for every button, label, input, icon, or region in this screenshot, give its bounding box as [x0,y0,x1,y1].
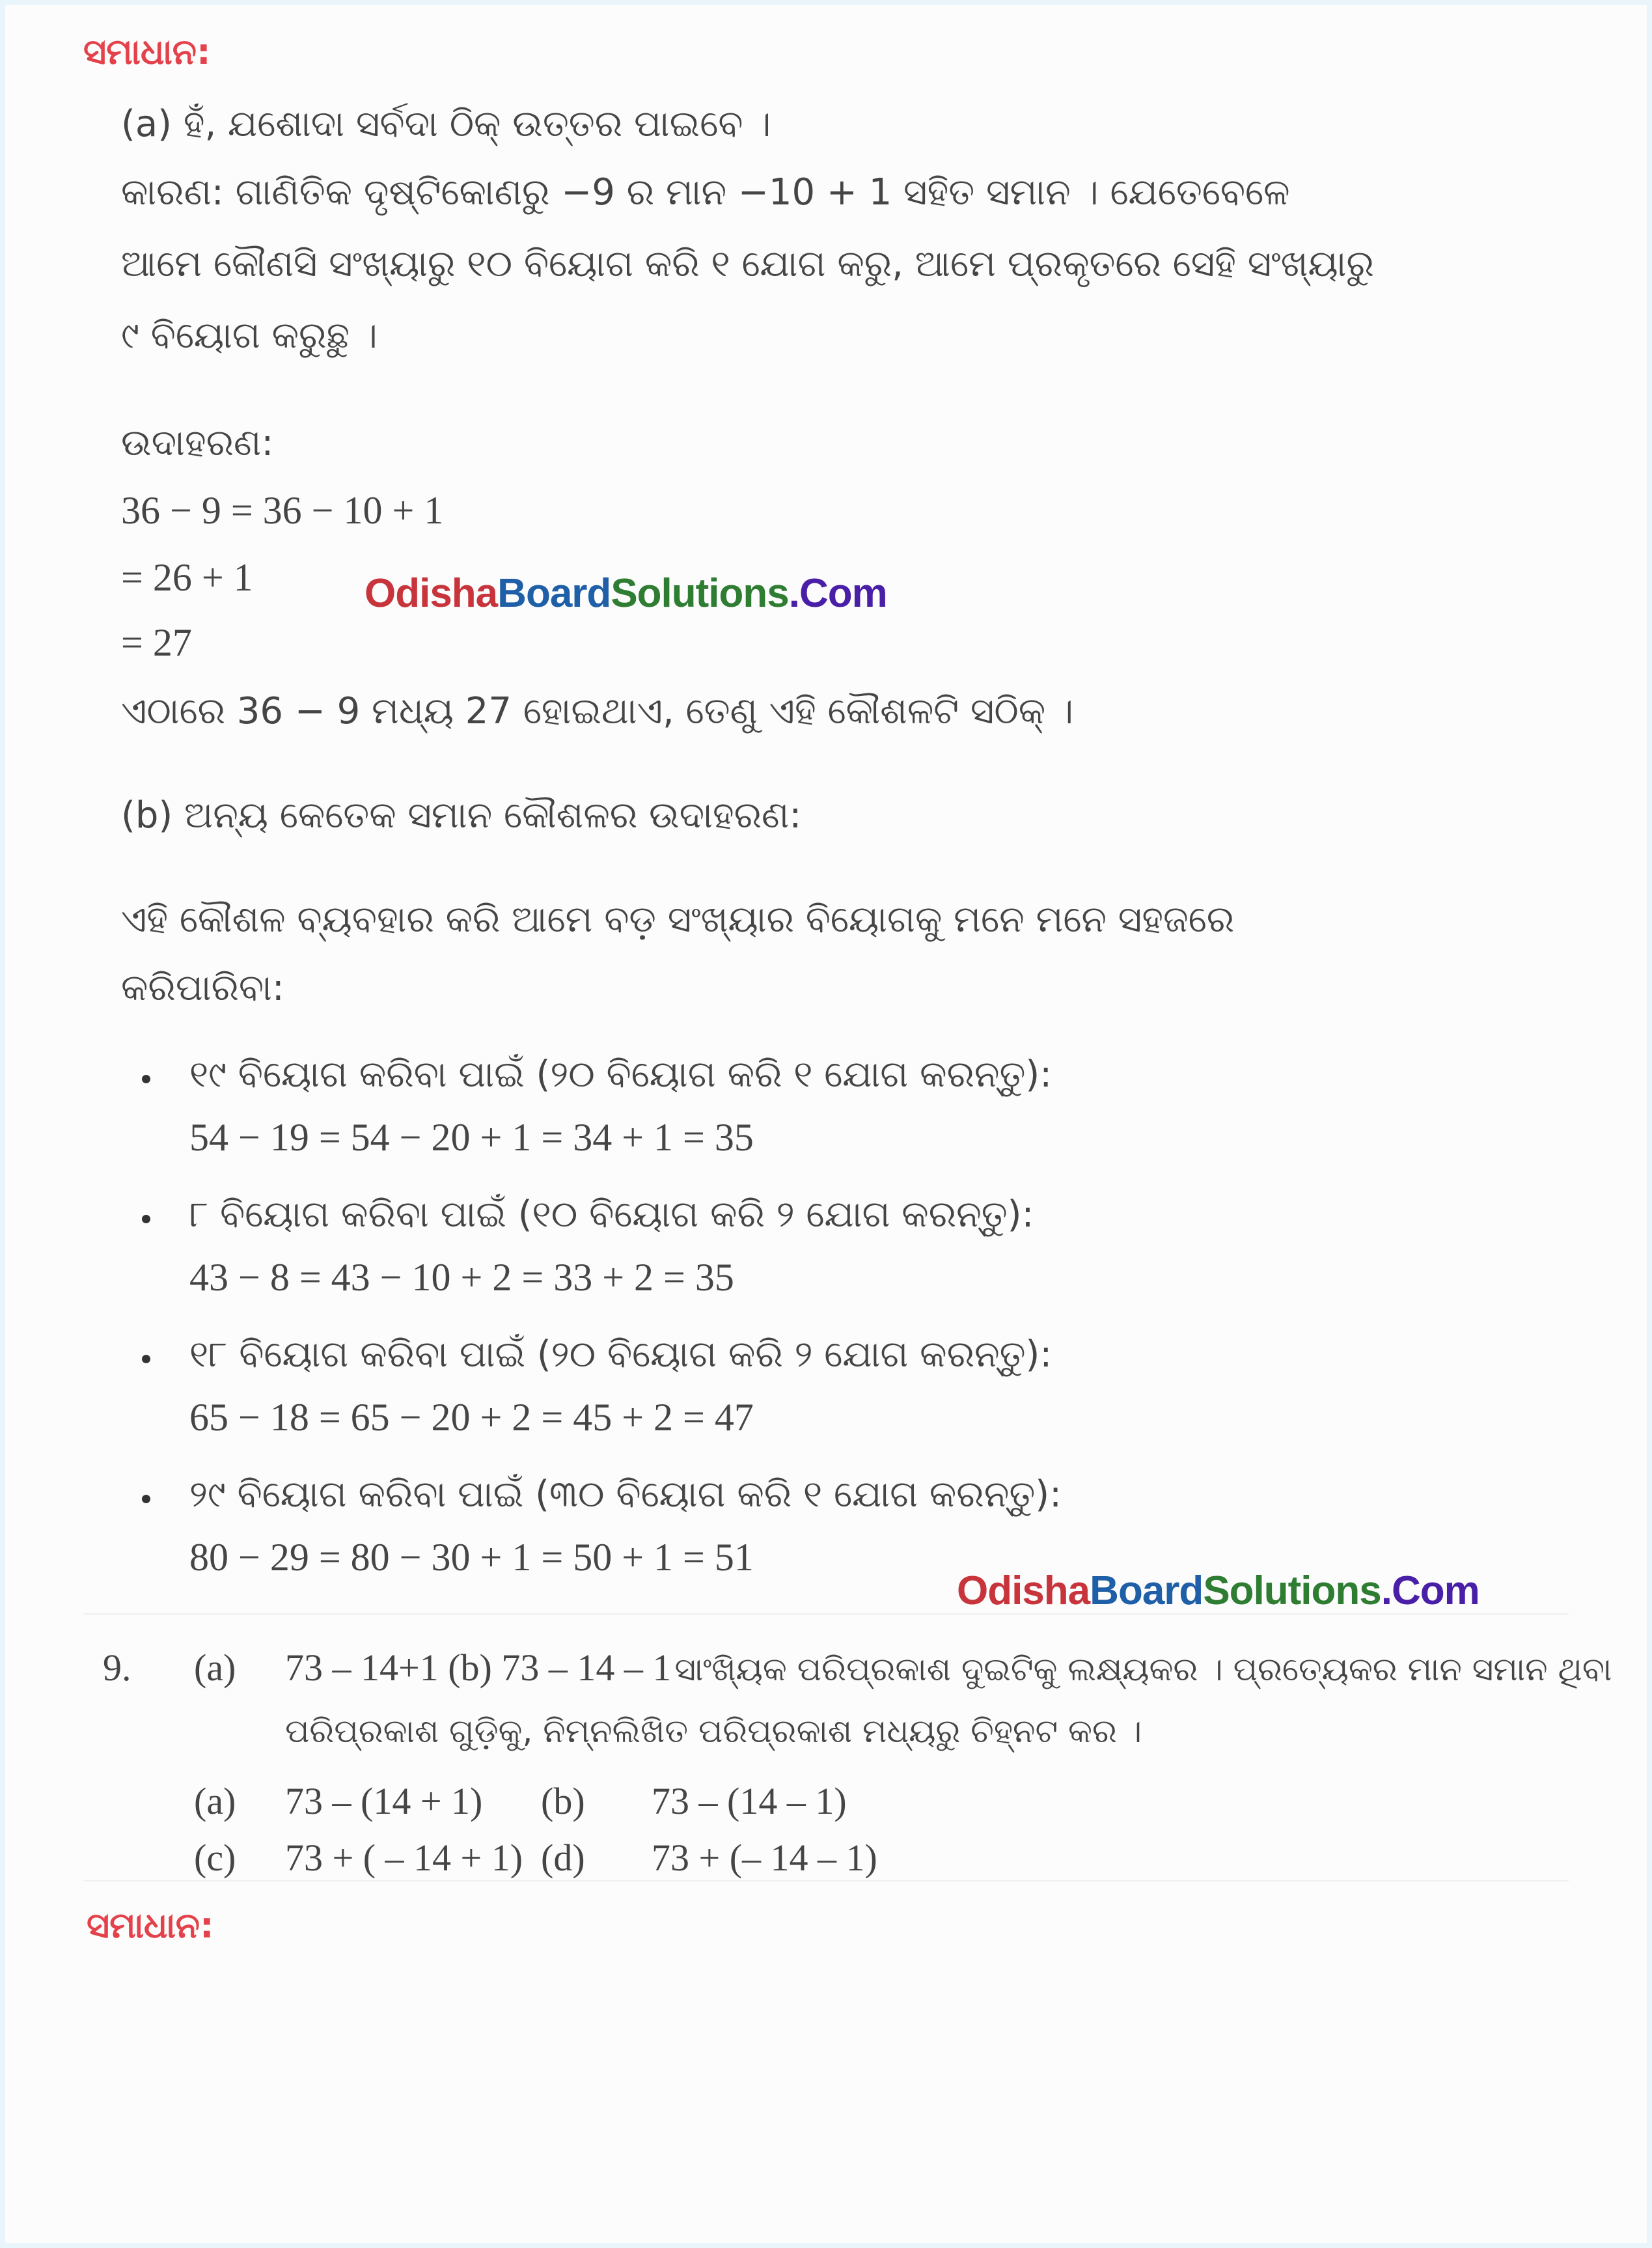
example-equation-3: = 27 [121,621,192,664]
option-b-expression: 73 – (14 – 1) [652,1780,847,1822]
example-conclusion: ଏଠାରେ 36 − 9 ମଧ୍ୟ 27 ହୋଇଥାଏ, ତେଣୁ ଏହି କୌଶଳଟି ସଠିକ୍ । [121,690,1074,732]
example-heading: ଉଦାହରଣ: [121,422,274,464]
solution-heading-2: ସମାଧାନ: [87,1905,214,1946]
option-a-label: (a) [194,1780,236,1822]
example-equation-1: 36 − 9 = 36 − 10 + 1 [121,489,444,532]
watermark-part-com: .Com [1381,1568,1480,1613]
option-b-label: (b) [541,1780,585,1822]
watermark-part-odisha: Odisha [957,1568,1090,1613]
watermark-2 [957,1568,1480,1614]
bullet-dot-icon [142,1355,150,1363]
part-a-reason-line-1: କାରଣ: ଗାଣିତିକ ଦୃଷ୍ଟିକୋଣରୁ −9 ର ମାନ −10 + 1 ସହିତ ସମାନ । ଯେତେବେଳେ [121,171,1290,214]
part-b-heading: (b) ଅନ୍ୟ କେତେକ ସମାନ କୌଶଳର ଉଦାହରଣ: [121,794,802,837]
option-d-label: (d) [541,1837,585,1879]
bullet-text: ୮ ବିୟୋଗ କରିବା ପାଇଁ (୧୦ ବିୟୋଗ କରି ୨ ଯୋଗ କରନ୍ତୁ): [189,1193,1034,1236]
part-a-reason-line-3: ୯ ବିୟୋଗ କରୁଛୁ । [121,314,378,357]
bullet-text: ୧୮ ବିୟୋଗ କରିବା ପାଇଁ (୨୦ ବିୟୋଗ କରି ୨ ଯୋଗ କରନ୍ତୁ): [189,1333,1053,1376]
option-c-label: (c) [194,1837,236,1879]
bullet-text: ୧୯ ବିୟୋଗ କରିବା ପାଇଁ (୨୦ ବିୟୋଗ କରି ୧ ଯୋଗ କରନ୍ତୁ): [189,1053,1053,1096]
bullet-equation: 65 − 18 = 65 − 20 + 2 = 45 + 2 = 47 [189,1396,754,1439]
watermark-part-board: Board [1090,1568,1204,1613]
part-a-reason-line-2: ଆମେ କୌଣସି ସଂଖ୍ୟାରୁ ୧୦ ବିୟୋଗ କରି ୧ ଯୋଗ କରୁ, ଆମେ ପ୍ରକୃତରେ ସେହି ସଂଖ୍ୟାରୁ [121,243,1374,285]
question-line-2: ପରିପ୍ରକାଶ ଗୁଡ଼ିକୁ, ନିମ୍ନଲିଖିତ ପରିପ୍ରକାଶ ମଧ୍ୟରୁ ଚିହ୍ନଟ କର । [285,1712,1142,1750]
bullet-dot-icon [142,1215,150,1223]
part-b-paragraph-line-1: ଏହି କୌଶଳ ବ୍ୟବହାର କରି ଆମେ ବଡ଼ ସଂଖ୍ୟାର ବିୟୋଗକୁ ମନେ ମନେ ସହଜରେ [121,898,1235,941]
question-part-label: (a) [194,1646,236,1689]
divider [83,1880,1569,1881]
bullet-dot-icon [142,1075,150,1083]
question-line-1 [285,1646,1612,1689]
question-expressions: 73 – 14+1 (b) 73 – 14 – 1 [285,1646,672,1689]
bullet-text: ୨୯ ବିୟୋଗ କରିବା ପାଇଁ (୩୦ ବିୟୋଗ କରି ୧ ଯୋଗ କରନ୍ତୁ): [189,1473,1062,1516]
bullet-equation: 43 − 8 = 43 − 10 + 2 = 33 + 2 = 35 [189,1256,734,1299]
part-b-paragraph-line-2: କରିପାରିବା: [121,967,284,1009]
watermark-part-solutions: Solutions [611,571,789,616]
bullet-equation: 80 − 29 = 80 − 30 + 1 = 50 + 1 = 51 [189,1536,754,1579]
watermark-part-com: .Com [788,571,887,616]
option-d-expression: 73 + (– 14 – 1) [652,1837,877,1879]
watermark-part-odisha: Odisha [365,571,498,616]
example-equation-2: = 26 + 1 [121,556,253,599]
question-text: ସାଂଖ୍ୟିକ ପରିପ୍ରକାଶ ଦୁଇଟିକୁ ଲକ୍ଷ୍ୟକର । ପ୍ରତ୍ୟେକର ମାନ ସମାନ ଥିବା [674,1650,1612,1688]
option-c-expression: 73 + ( – 14 + 1) [285,1837,523,1879]
solution-heading: ସମାଧାନ: [83,31,211,72]
bullet-dot-icon [142,1495,150,1503]
bullet-equation: 54 − 19 = 54 − 20 + 1 = 34 + 1 = 35 [189,1116,754,1159]
part-a-answer: (a) ହଁ, ଯଶୋଦା ସର୍ବଦା ଠିକ୍ ଉତ୍ତର ପାଇବେ । [121,103,771,145]
option-a-expression: 73 – (14 + 1) [285,1780,483,1822]
divider [83,1613,1569,1615]
watermark-part-solutions: Solutions [1203,1568,1381,1613]
watermark-1 [365,570,887,617]
page [5,5,1647,2243]
watermark-part-board: Board [497,571,611,616]
question-number: 9. [103,1646,131,1689]
